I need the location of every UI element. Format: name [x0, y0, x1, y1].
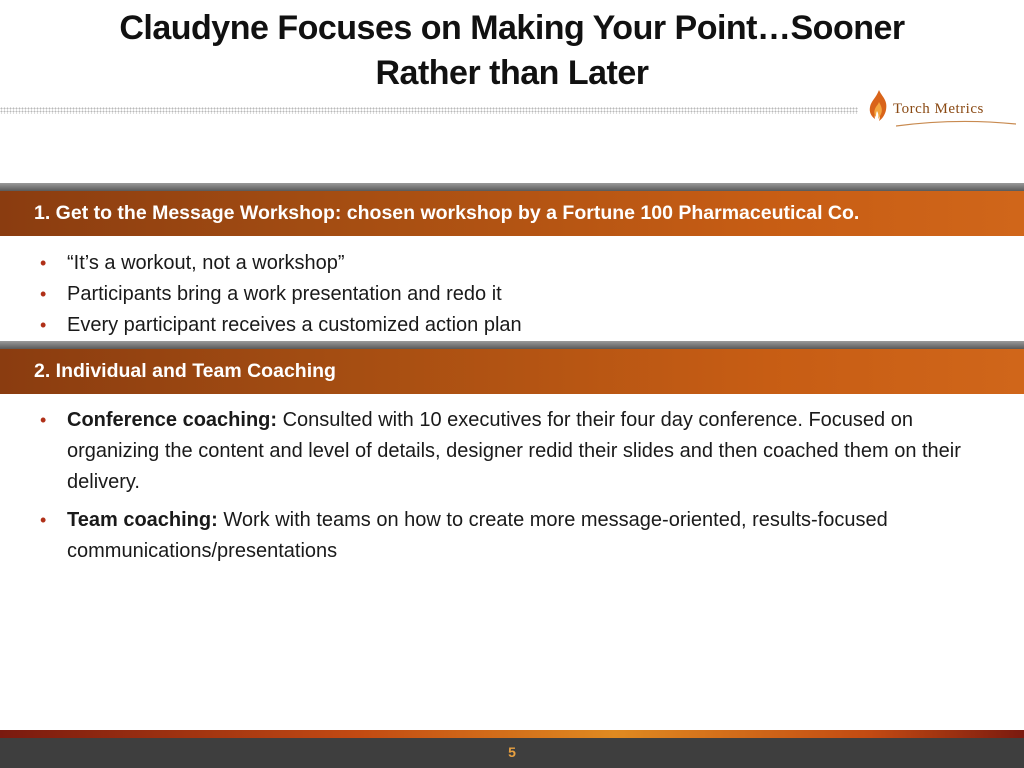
- bullet-icon: •: [40, 284, 47, 304]
- slide-footer: [0, 730, 1024, 768]
- list-item-text: Consulted with 10 executives for their four day conference. Focused on organizing the content and level of details, designer redid their slides and then coached them on their delivery.: [67, 409, 961, 493]
- title-divider: [0, 107, 858, 114]
- list-item: [40, 248, 522, 279]
- list-item-label: Team coaching:: [67, 509, 218, 531]
- list-item: [40, 310, 522, 341]
- logo-swoosh: [896, 120, 1016, 128]
- flame-icon: [866, 88, 892, 128]
- list-item: [40, 279, 522, 310]
- page-number: 5: [508, 744, 516, 760]
- bullet-icon: •: [40, 410, 47, 430]
- slide-title-line2: Rather than Later: [375, 54, 649, 92]
- bullet-icon: •: [40, 253, 47, 273]
- list-item-text: Participants bring a work presentation and redo it: [67, 283, 502, 305]
- section2-heading: 2. Individual and Team Coaching: [0, 349, 1024, 394]
- bullet-icon: •: [40, 510, 47, 530]
- section1-list: [40, 248, 522, 341]
- slide-title: [0, 6, 1024, 96]
- list-item-label: Conference coaching:: [67, 409, 278, 431]
- section2-list: [40, 405, 970, 574]
- section1-header: [0, 183, 1024, 236]
- torch-metrics-logo: [866, 88, 1020, 130]
- section1-heading: 1. Get to the Message Workshop: chosen workshop by a Fortune 100 Pharmaceutical Co.: [0, 191, 1024, 236]
- logo-wordmark: Torch Metrics: [893, 101, 984, 117]
- list-item-text: “It’s a workout, not a workshop”: [67, 252, 345, 274]
- slide-title-line1: Claudyne Focuses on Making Your Point…Sooner: [119, 9, 905, 47]
- section2-header: [0, 341, 1024, 394]
- section2-header-rule: [0, 341, 1024, 349]
- list-item-text: Every participant receives a customized action plan: [67, 314, 522, 336]
- list-item: [40, 505, 970, 567]
- bullet-icon: •: [40, 315, 47, 335]
- footer-stripe: [0, 730, 1024, 738]
- section1-header-rule: [0, 183, 1024, 191]
- list-item-text: Work with teams on how to create more message-oriented, results-focused communications/presentations: [67, 509, 888, 562]
- list-item: [40, 405, 970, 498]
